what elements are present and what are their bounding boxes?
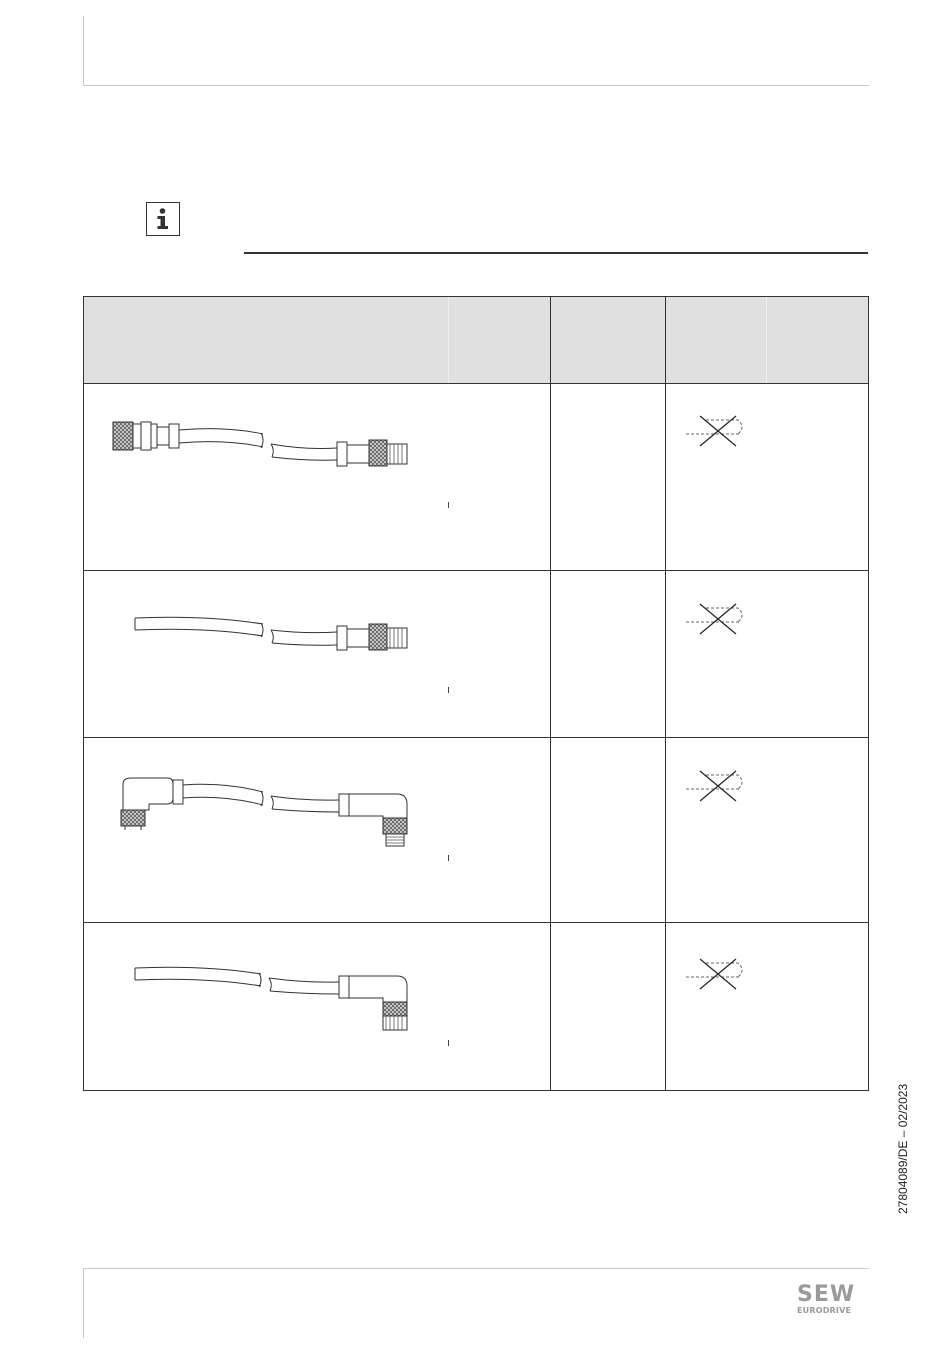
crossed-out-mark-icon: [684, 600, 748, 636]
document-number: 27804089/DE – 02/2023: [896, 1083, 910, 1214]
crossed-out-mark-icon: [684, 412, 748, 448]
cable-angled-female-angled-male-icon: [105, 770, 415, 850]
logo-main-text: SEW: [797, 1282, 856, 1307]
crossed-out-mark-icon: [684, 767, 748, 803]
cable-straight-female-straight-male-icon: [105, 412, 415, 472]
logo-sub-text: EURODRIVE: [797, 1306, 852, 1315]
crossed-out-mark-icon: [684, 955, 748, 991]
footer-rule: [83, 1268, 869, 1269]
cable-open-end-straight-male-icon: [105, 612, 415, 662]
note-divider: [244, 252, 868, 254]
header-rule: [83, 85, 869, 86]
footer-margin-line: [83, 1268, 84, 1338]
info-icon: [146, 202, 180, 236]
cable-open-end-angled-male-icon: [105, 962, 415, 1042]
header-margin-line: [83, 16, 84, 85]
sew-eurodrive-logo: [797, 1284, 869, 1315]
